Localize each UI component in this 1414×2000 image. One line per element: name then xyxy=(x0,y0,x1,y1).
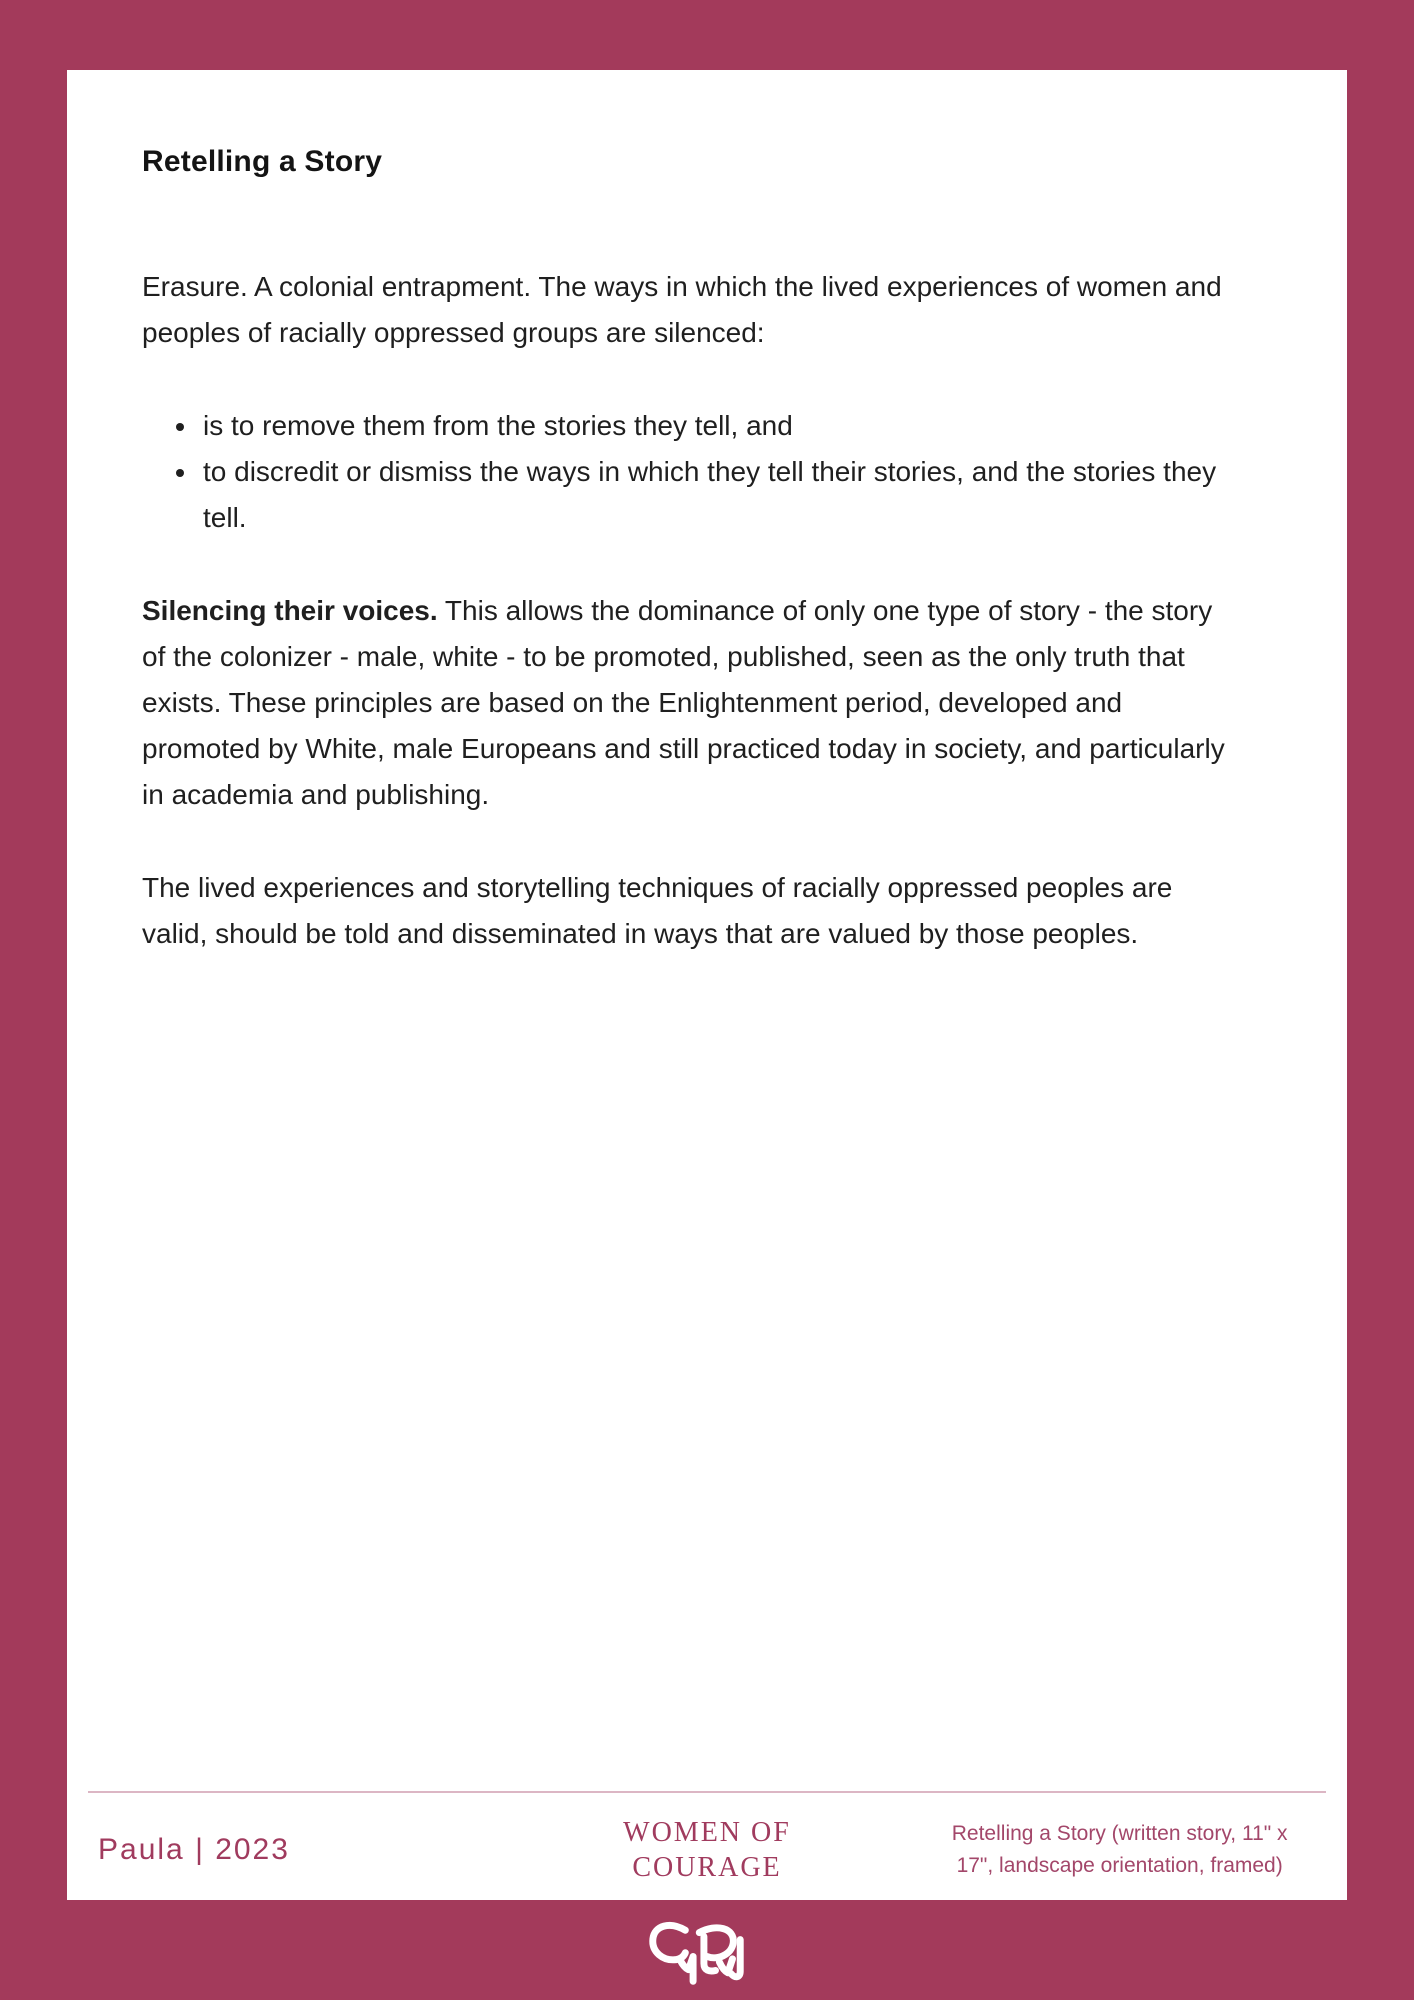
bottom-band xyxy=(0,1900,1414,2000)
paragraph-lead-bold: Silencing their voices. xyxy=(142,595,438,626)
bullet-item: • to discredit or dismiss the ways in which they tell their stories, and the stories they tell. xyxy=(199,449,1242,541)
author-credit: Paula | 2023 xyxy=(98,1833,290,1866)
intro-paragraph: Erasure. A colonial entrapment. The ways in which the lived experiences of women and peoples of racially oppressed groups are silenced: xyxy=(142,271,1222,348)
page-title: Retelling a Story xyxy=(142,145,383,178)
paragraph-lead-rest: This allows the dominance of only one type of story - the story of the colonizer - male, white - to be promoted, published, seen as the only truth that exists. These principles are based on the Enlightenment period, developed and promoted by White, male Europeans and still practiced today in society, and particularly in academia and publishing. xyxy=(142,595,1225,810)
closing-paragraph: The lived experiences and storytelling techniques of racially oppressed peoples are valid, should be told and disseminated in ways that are valued by those peoples. xyxy=(142,872,1173,949)
brand-line: WOMEN OF xyxy=(623,1817,791,1848)
brand-line: COURAGE xyxy=(632,1852,782,1883)
document-page xyxy=(67,70,1347,1900)
monogram-logo-icon xyxy=(622,1914,792,1996)
page-footer xyxy=(88,1791,1326,1891)
page-content xyxy=(67,70,1347,957)
bullet-item: • is to remove them from the stories they tell, and xyxy=(199,403,1242,449)
brand-wordmark xyxy=(501,1815,914,1885)
bullet-list xyxy=(142,403,1242,541)
body-copy xyxy=(142,264,1242,957)
silencing-paragraph xyxy=(142,588,1242,818)
artwork-caption: Retelling a Story (written story, 11" x 17", landscape orientation, framed) xyxy=(951,1822,1288,1877)
